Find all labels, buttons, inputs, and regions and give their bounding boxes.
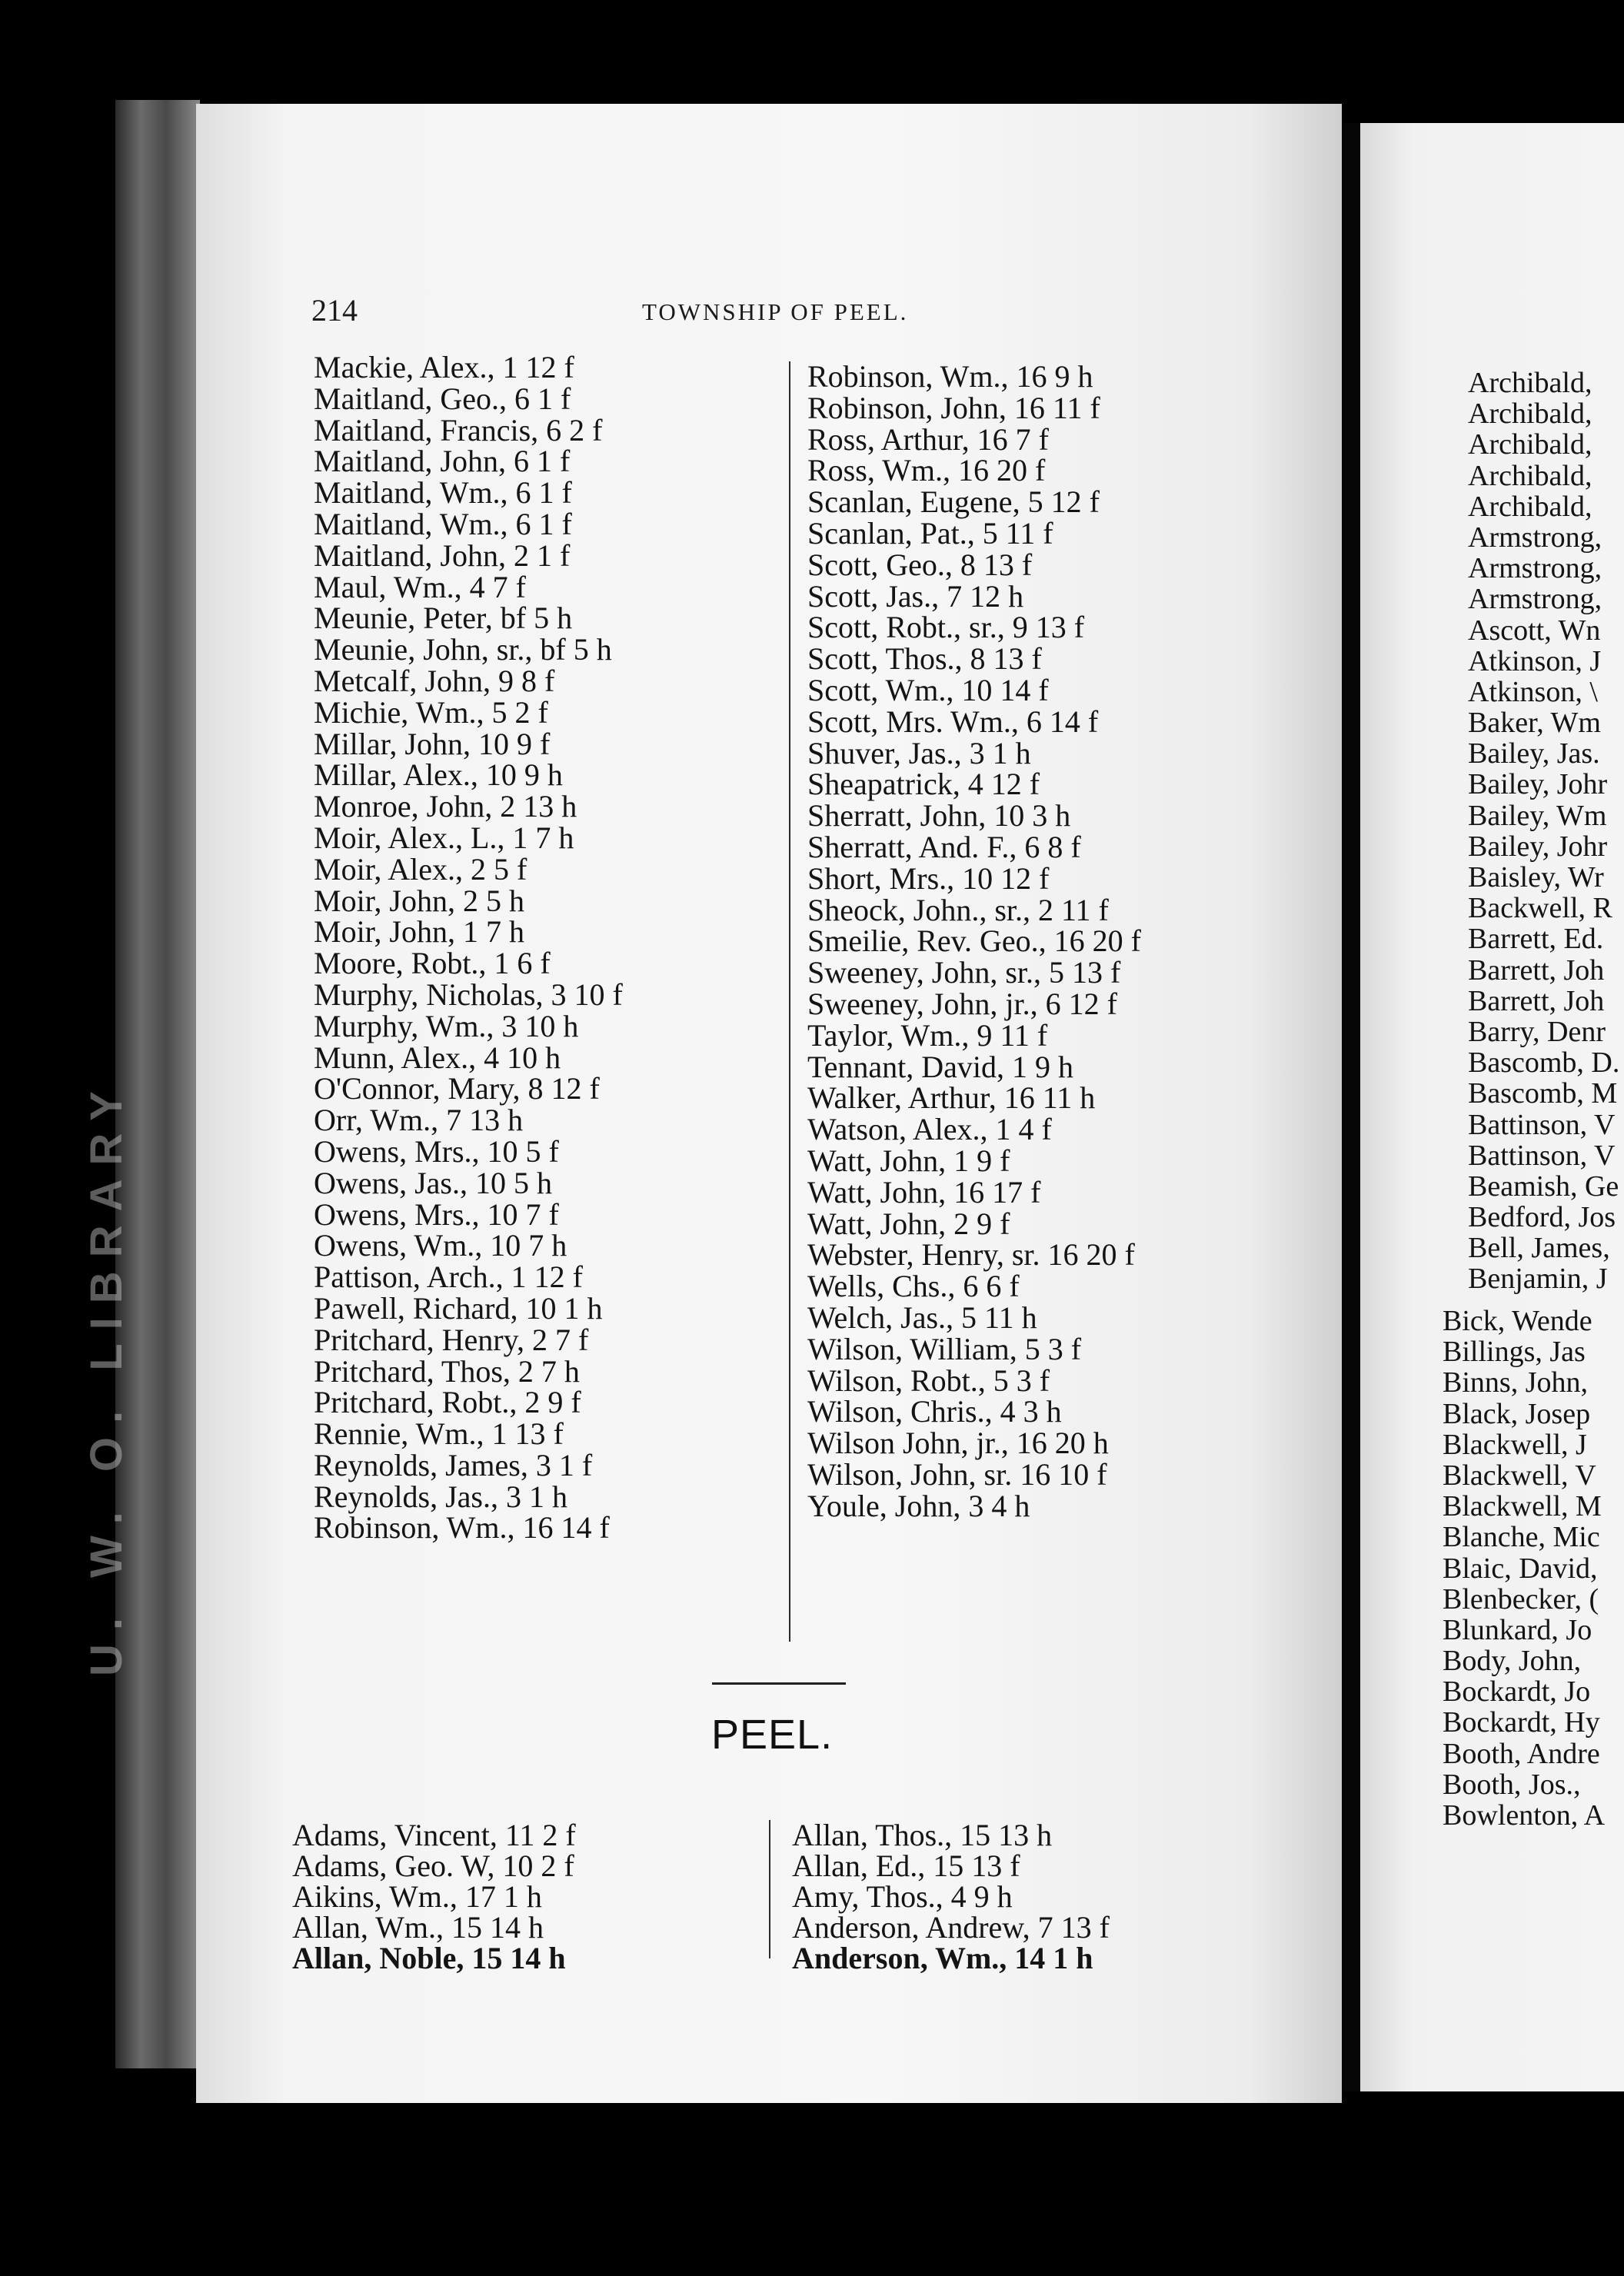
directory-entry: Bascomb, M xyxy=(1468,1077,1618,1110)
directory-entry: Maitland, John, 6 1 f xyxy=(314,444,571,479)
directory-entry: Shuver, Jas., 3 1 h xyxy=(807,735,1031,770)
directory-entry: Sheock, John., sr., 2 11 f xyxy=(807,892,1109,927)
directory-entry: Black, Josep xyxy=(1443,1397,1591,1430)
directory-entry: Wilson, William, 5 3 f xyxy=(807,1331,1082,1366)
running-title: TOWNSHIP OF PEEL. xyxy=(642,298,909,325)
directory-entry: Amy, Thos., 4 9 h xyxy=(792,1879,1013,1914)
directory-entry: Robinson, Wm., 16 14 f xyxy=(314,1510,610,1546)
directory-entry: Blanche, Mic xyxy=(1443,1521,1600,1554)
directory-entry: Owens, Mrs., 10 7 f xyxy=(314,1196,559,1232)
directory-entry: Wilson John, jr., 16 20 h xyxy=(807,1426,1109,1461)
directory-entry: Owens, Wm., 10 7 h xyxy=(314,1228,567,1263)
directory-entry: Sherratt, And. F., 6 8 f xyxy=(807,829,1081,864)
directory-entry: Scott, Geo., 8 13 f xyxy=(807,547,1033,582)
directory-entry: Anderson, Wm., 14 1 h xyxy=(792,1941,1093,1975)
directory-entry: Billings, Jas xyxy=(1443,1336,1586,1369)
directory-entry: Bowlenton, A xyxy=(1443,1799,1606,1832)
directory-entry: O'Connor, Mary, 8 12 f xyxy=(314,1071,600,1106)
directory-entry: Owens, Mrs., 10 5 f xyxy=(314,1133,559,1169)
directory-column-c xyxy=(292,1820,576,1974)
directory-entry: Blunkard, Jo xyxy=(1443,1613,1592,1646)
directory-entry: Maitland, Geo., 6 1 f xyxy=(314,381,571,416)
directory-entry: Bailey, Johr xyxy=(1468,768,1608,801)
directory-entry: Maitland, Wm., 6 1 f xyxy=(314,506,572,541)
directory-entry: Backwell, R xyxy=(1468,892,1612,925)
directory-entry: Barrett, Joh xyxy=(1468,984,1605,1017)
directory-entry: Archibald, xyxy=(1468,490,1592,523)
directory-entry: Pritchard, Thos, 2 7 h xyxy=(314,1353,580,1389)
directory-entry: Barrett, Joh xyxy=(1468,953,1605,987)
column-divider-bottom xyxy=(769,1820,770,1958)
directory-entry: Scanlan, Pat., 5 11 f xyxy=(807,515,1053,551)
directory-entry: Moir, Alex., 2 5 f xyxy=(314,851,527,887)
directory-entry: Watt, John, 2 9 f xyxy=(807,1206,1010,1241)
directory-entry: Allan, Ed., 15 13 f xyxy=(792,1848,1020,1883)
directory-entry: Archibald, xyxy=(1468,398,1592,431)
directory-entry: Blaic, David, xyxy=(1443,1552,1598,1585)
directory-entry: Armstrong, xyxy=(1468,552,1602,585)
directory-entry: Watt, John, 16 17 f xyxy=(807,1174,1041,1210)
directory-entry: Wells, Chs., 6 6 f xyxy=(807,1269,1020,1304)
directory-entry: Atkinson, \ xyxy=(1468,675,1598,708)
directory-entry: Walker, Arthur, 16 11 h xyxy=(807,1080,1096,1116)
directory-entry: Taylor, Wm., 9 11 f xyxy=(807,1017,1048,1053)
directory-entry: Pritchard, Robt., 2 9 f xyxy=(314,1385,581,1420)
directory-entry: Millar, John, 10 9 f xyxy=(314,726,551,761)
directory-entry: Bailey, Jas. xyxy=(1468,737,1600,770)
directory-entry: Watt, John, 1 9 f xyxy=(807,1143,1010,1178)
directory-entry: Barrett, Ed. xyxy=(1468,923,1604,956)
directory-entry: Michie, Wm., 5 2 f xyxy=(314,694,548,730)
directory-entry: Baisley, Wr xyxy=(1468,861,1604,893)
column-divider-top xyxy=(789,361,790,1642)
directory-entry: Munn, Alex., 4 10 h xyxy=(314,1040,561,1075)
directory-entry: Blenbecker, ( xyxy=(1443,1582,1599,1615)
directory-entry: Wilson, Robt., 5 3 f xyxy=(807,1363,1050,1398)
directory-entry: Scott, Mrs. Wm., 6 14 f xyxy=(807,704,1099,739)
directory-entry: Blackwell, M xyxy=(1443,1490,1602,1523)
directory-entry: Bockardt, Hy xyxy=(1443,1706,1600,1739)
directory-entry: Maitland, Francis, 6 2 f xyxy=(314,412,603,448)
directory-entry: Wilson, Chris., 4 3 h xyxy=(807,1394,1062,1429)
directory-entry: Pawell, Richard, 10 1 h xyxy=(314,1290,603,1326)
directory-entry: Allan, Noble, 15 14 h xyxy=(292,1941,566,1975)
directory-entry: Smeilie, Rev. Geo., 16 20 f xyxy=(807,923,1142,959)
directory-entry: Youle, John, 3 4 h xyxy=(807,1488,1030,1523)
directory-entry: Monroe, John, 2 13 h xyxy=(314,789,577,824)
directory-entry: Moir, Alex., L., 1 7 h xyxy=(314,820,574,855)
directory-entry: Moir, John, 2 5 h xyxy=(314,883,524,918)
page-header xyxy=(311,292,1265,331)
directory-entry: Scott, Wm., 10 14 f xyxy=(807,672,1049,707)
directory-entry: Battinson, V xyxy=(1468,1108,1616,1141)
directory-entry: Allan, Wm., 15 14 h xyxy=(292,1910,544,1945)
directory-entry: Pritchard, Henry, 2 7 f xyxy=(314,1322,589,1357)
directory-entry: Metcalf, John, 9 8 f xyxy=(314,663,555,698)
directory-entry: Benjamin, J xyxy=(1468,1263,1608,1296)
directory-entry: Sherratt, John, 10 3 h xyxy=(807,798,1071,834)
section-heading: PEEL. xyxy=(711,1712,834,1758)
directory-entry: Murphy, Wm., 3 10 h xyxy=(314,1008,579,1043)
directory-entry: Sweeney, John, sr., 5 13 f xyxy=(807,955,1121,990)
directory-entry: Murphy, Nicholas, 3 10 f xyxy=(314,977,623,1012)
directory-entry: Anderson, Andrew, 7 13 f xyxy=(792,1910,1110,1945)
section-rule xyxy=(712,1682,846,1685)
right-page-column-upper xyxy=(1468,368,1619,1295)
directory-entry: Moir, John, 1 7 h xyxy=(314,914,524,950)
directory-entry: Scott, Thos., 8 13 f xyxy=(807,641,1042,677)
directory-entry: Bailey, Wm xyxy=(1468,799,1607,832)
directory-entry: Baker, Wm xyxy=(1468,707,1601,740)
directory-entry: Bick, Wende xyxy=(1443,1305,1592,1337)
directory-entry: Sweeney, John, jr., 6 12 f xyxy=(807,986,1117,1021)
directory-entry: Atkinson, J xyxy=(1468,644,1602,677)
directory-entry: Archibald, xyxy=(1468,459,1592,492)
directory-entry: Short, Mrs., 10 12 f xyxy=(807,860,1050,896)
directory-entry: Maitland, John, 2 1 f xyxy=(314,537,571,573)
directory-entry: Bell, James, xyxy=(1468,1232,1610,1265)
directory-entry: Archibald, xyxy=(1468,367,1592,399)
directory-entry: Blackwell, V xyxy=(1443,1459,1596,1492)
directory-entry: Body, John, xyxy=(1443,1645,1582,1678)
directory-entry: Booth, Jos., xyxy=(1443,1768,1581,1801)
directory-entry: Wilson, John, sr. 16 10 f xyxy=(807,1456,1107,1492)
directory-entry: Webster, Henry, sr. 16 20 f xyxy=(807,1237,1135,1273)
directory-entry: Allan, Thos., 15 13 h xyxy=(792,1818,1053,1852)
directory-entry: Ross, Wm., 16 20 f xyxy=(807,453,1046,488)
library-stamp: U. W. O. LIBRARY xyxy=(82,1077,131,1676)
directory-entry: Armstrong, xyxy=(1468,583,1602,616)
directory-entry: Scott, Robt., sr., 9 13 f xyxy=(807,610,1085,645)
directory-entry: Bedford, Jos xyxy=(1468,1201,1616,1234)
directory-entry: Orr, Wm., 7 13 h xyxy=(314,1103,524,1138)
directory-entry: Meunie, Peter, bf 5 h xyxy=(314,601,573,636)
directory-entry: Beamish, Ge xyxy=(1468,1170,1619,1203)
page-number: 214 xyxy=(311,293,358,328)
directory-column-b xyxy=(807,361,1141,1522)
directory-entry: Robinson, Wm., 16 9 h xyxy=(807,359,1093,394)
directory-entry: Sheapatrick, 4 12 f xyxy=(807,767,1040,802)
directory-entry: Bailey, Johr xyxy=(1468,830,1608,863)
right-page-column-lower xyxy=(1443,1306,1605,1831)
directory-entry: Moore, Robt., 1 6 f xyxy=(314,946,551,981)
directory-entry: Millar, Alex., 10 9 h xyxy=(314,757,563,793)
directory-entry: Barry, Denr xyxy=(1468,1015,1606,1048)
directory-entry: Blackwell, J xyxy=(1443,1428,1587,1461)
directory-entry: Battinson, V xyxy=(1468,1139,1616,1172)
directory-entry: Binns, John, xyxy=(1443,1366,1588,1399)
directory-entry: Welch, Jas., 5 11 h xyxy=(807,1299,1037,1335)
book-gutter xyxy=(1342,123,1360,2091)
directory-entry: Maul, Wm., 4 7 f xyxy=(314,569,526,604)
directory-entry: Booth, Andre xyxy=(1443,1737,1600,1770)
directory-entry: Maitland, Wm., 6 1 f xyxy=(314,475,572,511)
directory-entry: Mackie, Alex., 1 12 f xyxy=(314,350,574,384)
directory-entry: Archibald, xyxy=(1468,428,1592,461)
directory-entry: Pattison, Arch., 1 12 f xyxy=(314,1259,583,1295)
directory-entry: Scott, Jas., 7 12 h xyxy=(807,578,1024,614)
directory-entry: Aikins, Wm., 17 1 h xyxy=(292,1879,542,1914)
directory-entry: Bockardt, Jo xyxy=(1443,1675,1591,1709)
directory-entry: Reynolds, James, 3 1 f xyxy=(314,1447,593,1482)
directory-entry: Adams, Geo. W, 10 2 f xyxy=(292,1848,574,1883)
directory-entry: Reynolds, Jas., 3 1 h xyxy=(314,1479,567,1514)
directory-entry: Ross, Arthur, 16 7 f xyxy=(807,421,1049,457)
directory-entry: Adams, Vincent, 11 2 f xyxy=(292,1818,576,1852)
directory-entry: Robinson, John, 16 11 f xyxy=(807,390,1100,425)
directory-entry: Rennie, Wm., 1 13 f xyxy=(314,1416,564,1452)
directory-entry: Tennant, David, 1 9 h xyxy=(807,1049,1074,1084)
directory-column-d xyxy=(792,1820,1110,1974)
directory-entry: Watson, Alex., 1 4 f xyxy=(807,1112,1052,1147)
directory-entry: Owens, Jas., 10 5 h xyxy=(314,1165,552,1200)
directory-entry: Ascott, Wn xyxy=(1468,614,1601,647)
directory-entry: Meunie, John, sr., bf 5 h xyxy=(314,632,612,667)
directory-entry: Bascomb, D. xyxy=(1468,1046,1620,1080)
directory-entry: Scanlan, Eugene, 5 12 f xyxy=(807,484,1100,520)
directory-column-a xyxy=(314,352,623,1544)
directory-entry: Armstrong, xyxy=(1468,521,1602,554)
